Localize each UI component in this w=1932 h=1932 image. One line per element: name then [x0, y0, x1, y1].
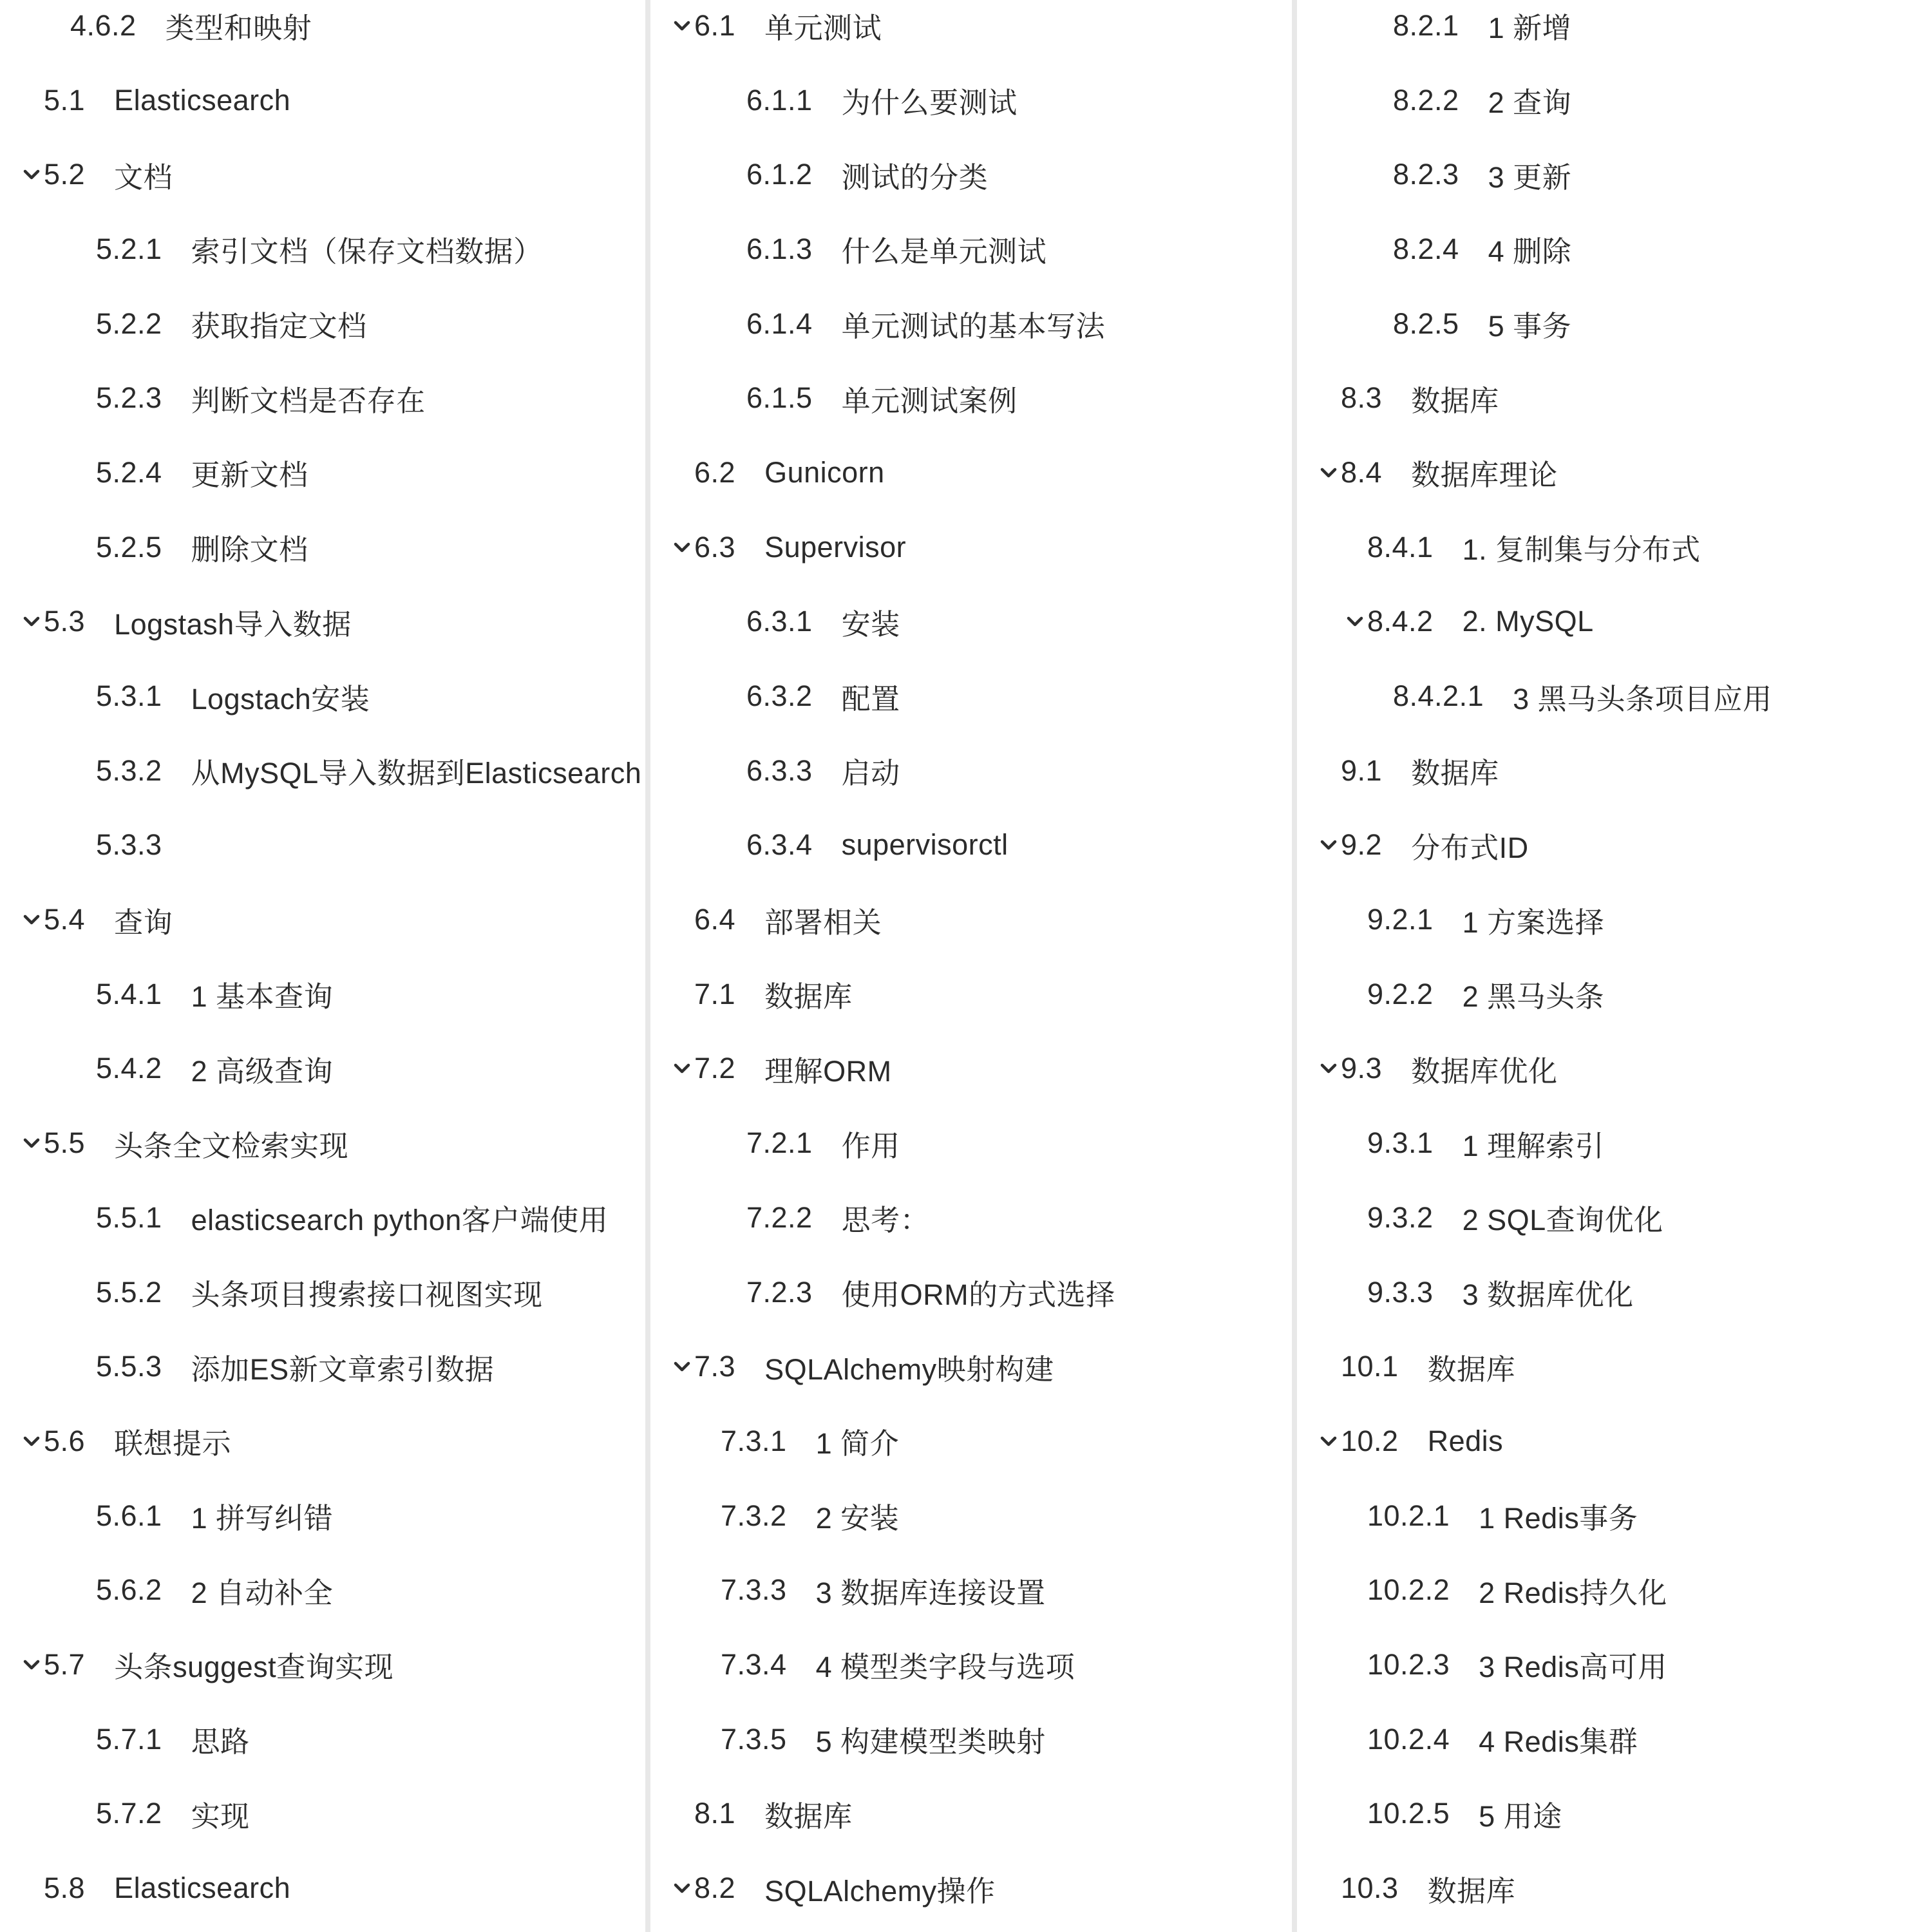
- toc-item-6.2[interactable]: [650, 435, 1292, 510]
- toc-item-label: 头条全文检索实现: [114, 1129, 349, 1162]
- toc-item-number: 6.2: [694, 455, 736, 489]
- toc-item-label: 索引文档（保存文档数据）: [191, 235, 543, 269]
- toc-item-number: 5.2.1: [96, 232, 162, 265]
- chevron-down-icon[interactable]: [674, 1361, 690, 1372]
- toc-item-label: 单元测试: [764, 12, 882, 45]
- toc-item-label: 删除文档: [191, 533, 308, 567]
- column-divider-1: [645, 0, 650, 1932]
- toc-item-number: 9.3.2: [1367, 1200, 1434, 1234]
- toc-item-8.4.1[interactable]: [1297, 510, 1932, 585]
- toc-item-10.1[interactable]: [1297, 1329, 1932, 1404]
- chevron-down-icon[interactable]: [1320, 839, 1337, 851]
- toc-item-number: 4.6.2: [70, 8, 137, 42]
- toc-item-label: 5 构建模型类映射: [815, 1725, 1046, 1759]
- toc-item-number: 5.6: [44, 1424, 86, 1457]
- toc-item-7.3.5[interactable]: [650, 1702, 1292, 1777]
- toc-item-7.3.2[interactable]: [650, 1479, 1292, 1553]
- toc-column-2: [650, 0, 1292, 1932]
- toc-item-label: 部署相关: [764, 905, 882, 939]
- chevron-down-icon[interactable]: [23, 1659, 40, 1671]
- toc-item-label: Logstash导入数据: [114, 607, 352, 641]
- toc-item-8.2.3[interactable]: [1297, 137, 1932, 212]
- toc-item-number: 5.2.4: [96, 455, 162, 489]
- toc-item-number: 8.2.2: [1393, 83, 1459, 117]
- toc-item-10.2.4[interactable]: [1297, 1702, 1932, 1777]
- toc-item-label: 2. MySQL: [1462, 605, 1594, 638]
- toc-item-label: SQLAlchemy映射构建: [764, 1352, 1054, 1386]
- toc-item-number: 5.6.1: [96, 1499, 162, 1532]
- chevron-down-icon[interactable]: [674, 1063, 690, 1074]
- toc-item-label: 2 查询: [1488, 86, 1572, 120]
- toc-item-label: 2 高级查询: [191, 1054, 334, 1088]
- toc-item-10.2.1[interactable]: [1297, 1479, 1932, 1553]
- toc-item-6.3[interactable]: [650, 510, 1292, 585]
- toc-item-8.2.1[interactable]: [1297, 0, 1932, 63]
- toc-item-number: 8.4.1: [1367, 530, 1434, 564]
- toc-item-7.2.1[interactable]: [650, 1106, 1292, 1180]
- toc-item-7.2.2[interactable]: [650, 1180, 1292, 1255]
- toc-item-number: 7.2.2: [746, 1200, 813, 1234]
- toc-item-label: 文档: [114, 160, 173, 194]
- toc-item-number: 9.2.1: [1367, 903, 1434, 936]
- toc-item-number: 9.2.2: [1367, 977, 1434, 1010]
- toc-column-3: [1297, 0, 1932, 1932]
- toc-item-label: Gunicorn: [764, 455, 885, 489]
- toc-item-label: 安装: [841, 607, 900, 641]
- toc-item-number: 5.2.2: [96, 307, 162, 340]
- toc-item-5.3.1[interactable]: [0, 659, 645, 734]
- toc-item-label: 头条项目搜索接口视图实现: [191, 1278, 543, 1312]
- toc-item-number: 8.2.4: [1393, 232, 1459, 265]
- toc-item-label: 查询: [114, 905, 173, 939]
- toc-item-6.1.5[interactable]: [650, 361, 1292, 435]
- toc-item-label: 配置: [841, 682, 900, 715]
- toc-item-6.3.1[interactable]: [650, 585, 1292, 659]
- toc-item-number: 6.3.4: [746, 828, 813, 862]
- toc-item-5.2.4[interactable]: [0, 435, 645, 510]
- toc-item-label: 4 Redis集群: [1479, 1725, 1638, 1759]
- toc-item-label: 数据库: [1427, 1352, 1516, 1386]
- toc-item-number: 5.2.5: [96, 530, 162, 564]
- toc-item-label: 为什么要测试: [841, 86, 1018, 120]
- toc-item-number: 8.2.5: [1393, 307, 1459, 340]
- toc-item-number: 10.2: [1341, 1424, 1399, 1457]
- toc-item-label: 实现: [191, 1799, 250, 1833]
- toc-item-label: 单元测试的基本写法: [841, 310, 1106, 343]
- toc-item-label: 2 黑马头条: [1462, 980, 1605, 1014]
- toc-item-number: 5.7.2: [96, 1797, 162, 1830]
- toc-item-10.2[interactable]: [1297, 1404, 1932, 1479]
- toc-item-number: 10.2.2: [1367, 1573, 1450, 1607]
- toc-item-6.1[interactable]: [650, 0, 1292, 63]
- toc-item-number: 8.1: [694, 1797, 736, 1830]
- toc-item-10.3[interactable]: [1297, 1851, 1932, 1926]
- toc-item-label: 2 自动补全: [191, 1576, 334, 1609]
- toc-item-number: 7.3.4: [721, 1647, 787, 1681]
- toc-item-number: 6.1.4: [746, 307, 813, 340]
- toc-item-number: 7.3.1: [721, 1424, 787, 1457]
- toc-item-number: 9.3.3: [1367, 1275, 1434, 1309]
- toc-item-label: 分布式ID: [1411, 831, 1529, 864]
- toc-item-4.6.2[interactable]: [0, 0, 645, 63]
- toc-item-number: 10.1: [1341, 1350, 1399, 1383]
- toc-item-label: 数据库理论: [1411, 459, 1558, 492]
- toc-item-label: 单元测试案例: [841, 384, 1018, 417]
- toc-item-number: 5.5: [44, 1126, 86, 1160]
- toc-item-5.2.3[interactable]: [0, 361, 645, 435]
- toc-item-7.3.4[interactable]: [650, 1627, 1292, 1702]
- toc-item-7.3.1[interactable]: [650, 1404, 1292, 1479]
- toc-item-label: 3 更新: [1488, 160, 1572, 194]
- chevron-down-icon[interactable]: [1320, 1063, 1337, 1074]
- toc-item-9.3.2[interactable]: [1297, 1180, 1932, 1255]
- toc-item-number: 7.3.2: [721, 1499, 787, 1532]
- chevron-down-icon[interactable]: [23, 1137, 40, 1149]
- toc-item-9.1[interactable]: [1297, 734, 1932, 808]
- toc-item-label: 获取指定文档: [191, 310, 367, 343]
- toc-item-number: 7.3: [694, 1350, 736, 1383]
- toc-item-number: 7.3.5: [721, 1722, 787, 1756]
- toc-item-7.2.3[interactable]: [650, 1255, 1292, 1330]
- toc-item-number: 9.2: [1341, 828, 1383, 862]
- toc-item-label: 判断文档是否存在: [191, 384, 426, 417]
- toc-item-number: 6.3.1: [746, 605, 813, 638]
- toc-item-label: 从MySQL导入数据到Elasticsearch: [191, 757, 642, 790]
- toc-item-number: 8.4.2: [1367, 605, 1434, 638]
- toc-item-number: 6.3.3: [746, 753, 813, 787]
- toc-item-number: 8.2.1: [1393, 8, 1459, 42]
- toc-item-label: 头条suggest查询实现: [114, 1651, 394, 1684]
- toc-item-label: supervisorctl: [841, 828, 1009, 862]
- toc-item-9.2[interactable]: [1297, 808, 1932, 883]
- toc-item-label: 数据库: [1411, 384, 1499, 417]
- toc-item-8.2.2[interactable]: [1297, 63, 1932, 138]
- toc-item-number: 5.3: [44, 605, 86, 638]
- toc-item-label: 2 安装: [815, 1502, 900, 1535]
- toc-item-number: 5.1: [44, 83, 86, 117]
- toc-item-number: 8.4.2.1: [1393, 679, 1484, 713]
- toc-item-label: 理解ORM: [764, 1054, 892, 1088]
- toc-item-label: Elasticsearch: [114, 1871, 291, 1905]
- toc-item-6.1.4[interactable]: [650, 287, 1292, 361]
- toc-item-number: 5.2.3: [96, 381, 162, 415]
- toc-item-number: 6.1.1: [746, 83, 813, 117]
- toc-item-8.4.2.1[interactable]: [1297, 659, 1932, 734]
- toc-item-5.5.1[interactable]: [0, 1180, 645, 1255]
- toc-item-5.2.1[interactable]: [0, 212, 645, 287]
- toc-item-label: Redis: [1427, 1424, 1504, 1457]
- chevron-down-icon[interactable]: [23, 914, 40, 925]
- toc-item-5.5.3[interactable]: [0, 1329, 645, 1404]
- toc-item-label: 5 事务: [1488, 310, 1572, 343]
- toc-item-number: 9.1: [1341, 753, 1383, 787]
- toc-item-5.5[interactable]: [0, 1106, 645, 1180]
- toc-item-label: 联想提示: [114, 1427, 232, 1461]
- toc-item-number: 9.3: [1341, 1052, 1383, 1085]
- toc-item-label: SQLAlchemy操作: [764, 1874, 996, 1908]
- toc-item-number: 6.1.3: [746, 232, 813, 265]
- toc-item-number: 10.3: [1341, 1871, 1399, 1905]
- toc-item-number: 6.3: [694, 530, 736, 564]
- toc-item-label: 2 SQL查询优化: [1462, 1204, 1663, 1237]
- toc-item-6.4[interactable]: [650, 882, 1292, 957]
- toc-item-number: 10.2.5: [1367, 1797, 1450, 1830]
- toc-item-5.3.3[interactable]: [0, 808, 645, 883]
- toc-item-label: 1 新增: [1488, 12, 1572, 45]
- toc-item-label: 1 方案选择: [1462, 905, 1605, 939]
- toc-item-number: 5.5.3: [96, 1350, 162, 1383]
- toc-item-label: 类型和映射: [165, 12, 312, 45]
- toc-item-number: 5.7.1: [96, 1722, 162, 1756]
- toc-item-label: Logstach安装: [191, 682, 370, 715]
- toc-item-5.4[interactable]: [0, 882, 645, 957]
- toc-item-8.4[interactable]: [1297, 435, 1932, 510]
- toc-item-number: 5.4: [44, 903, 86, 936]
- toc-item-number: 5.3.1: [96, 679, 162, 713]
- toc-item-5.2[interactable]: [0, 137, 645, 212]
- toc-item-9.3[interactable]: [1297, 1032, 1932, 1106]
- toc-item-8.2.4[interactable]: [1297, 212, 1932, 287]
- toc-item-label: 4 模型类字段与选项: [815, 1651, 1075, 1684]
- chevron-down-icon[interactable]: [23, 1435, 40, 1447]
- toc-item-8.2[interactable]: [650, 1851, 1292, 1926]
- toc-item-8.3[interactable]: [1297, 361, 1932, 435]
- toc-item-number: 5.5.1: [96, 1200, 162, 1234]
- toc-item-number: 7.3.3: [721, 1573, 787, 1607]
- toc-item-number: 5.3.2: [96, 753, 162, 787]
- toc-item-number: 7.1: [694, 977, 736, 1010]
- toc-item-10.2.2[interactable]: [1297, 1553, 1932, 1627]
- toc-item-number: 5.6.2: [96, 1573, 162, 1607]
- toc-column-1: [0, 0, 645, 1932]
- toc-item-label: 思考：: [841, 1204, 930, 1237]
- toc-item-label: 添加ES新文章索引数据: [191, 1352, 495, 1386]
- chevron-down-icon[interactable]: [23, 616, 40, 627]
- toc-item-6.1.1[interactable]: [650, 63, 1292, 138]
- toc-item-label: 1 拼写纠错: [191, 1502, 334, 1535]
- toc-item-number: 6.1.5: [746, 381, 813, 415]
- toc-item-label: 作用: [841, 1129, 900, 1162]
- toc-item-8.1[interactable]: [650, 1777, 1292, 1852]
- chevron-down-icon[interactable]: [674, 1882, 690, 1894]
- toc-item-number: 7.2: [694, 1052, 736, 1085]
- toc-item-5.7[interactable]: [0, 1627, 645, 1702]
- toc-item-number: 5.2: [44, 158, 86, 191]
- toc-item-5.6[interactable]: [0, 1404, 645, 1479]
- toc-item-label: 1. 复制集与分布式: [1462, 533, 1701, 567]
- toc-item-5.1[interactable]: [0, 63, 645, 138]
- toc-item-label: 启动: [841, 757, 900, 790]
- toc-item-10.2.5[interactable]: [1297, 1777, 1932, 1852]
- toc-item-5.4.2[interactable]: [0, 1032, 645, 1106]
- toc-item-6.1.2[interactable]: [650, 137, 1292, 212]
- toc-item-label: 测试的分类: [841, 160, 989, 194]
- toc-item-label: 3 黑马头条项目应用: [1513, 682, 1772, 715]
- toc-item-number: 6.3.2: [746, 679, 813, 713]
- toc-item-5.6.1[interactable]: [0, 1479, 645, 1553]
- toc-item-number: 8.4: [1341, 455, 1383, 489]
- toc-item-8.4.2[interactable]: [1297, 585, 1932, 659]
- toc-item-number: 8.2: [694, 1871, 736, 1905]
- toc-item-label: 2 Redis持久化: [1479, 1576, 1667, 1609]
- toc-item-label: elasticsearch python客户端使用: [191, 1204, 609, 1237]
- toc-item-7.2[interactable]: [650, 1032, 1292, 1106]
- toc-item-label: 3 数据库优化: [1462, 1278, 1634, 1312]
- toc-item-5.2.5[interactable]: [0, 510, 645, 585]
- toc-item-number: 6.1: [694, 8, 736, 42]
- toc-item-7.3[interactable]: [650, 1329, 1292, 1404]
- toc-item-9.2.2[interactable]: [1297, 957, 1932, 1032]
- chevron-down-icon[interactable]: [674, 542, 690, 553]
- toc-item-label: 1 基本查询: [191, 980, 334, 1014]
- toc-item-number: 10.2.4: [1367, 1722, 1450, 1756]
- toc-item-label: Elasticsearch: [114, 83, 291, 117]
- toc-item-label: 数据库: [1427, 1874, 1516, 1908]
- toc-item-label: 3 数据库连接设置: [815, 1576, 1046, 1609]
- toc-item-number: 5.7: [44, 1647, 86, 1681]
- toc-item-6.3.4[interactable]: [650, 808, 1292, 883]
- toc-item-5.7.1[interactable]: [0, 1702, 645, 1777]
- toc-item-number: 7.2.3: [746, 1275, 813, 1309]
- toc-item-number: 8.3: [1341, 381, 1383, 415]
- toc-item-number: 6.4: [694, 903, 736, 936]
- toc-item-9.2.1[interactable]: [1297, 882, 1932, 957]
- chevron-down-icon[interactable]: [1320, 467, 1337, 478]
- toc-item-number: 9.3.1: [1367, 1126, 1434, 1160]
- toc-item-label: 思路: [191, 1725, 250, 1759]
- toc-item-number: 7.2.1: [746, 1126, 813, 1160]
- chevron-down-icon[interactable]: [1320, 1435, 1337, 1447]
- toc-item-label: 更新文档: [191, 459, 308, 492]
- toc-item-label: 1 理解索引: [1462, 1129, 1605, 1162]
- toc-item-number: 10.2.1: [1367, 1499, 1450, 1532]
- toc-item-9.3.3[interactable]: [1297, 1255, 1932, 1330]
- column-divider-2: [1292, 0, 1297, 1932]
- toc-item-label: 3 Redis高可用: [1479, 1651, 1667, 1684]
- toc-item-8.2.5[interactable]: [1297, 287, 1932, 361]
- toc-item-5.2.2[interactable]: [0, 287, 645, 361]
- toc-item-6.3.2[interactable]: [650, 659, 1292, 734]
- toc-item-10.2.3[interactable]: [1297, 1627, 1932, 1702]
- toc-item-label: 1 简介: [815, 1427, 900, 1461]
- toc-item-label: Supervisor: [764, 530, 907, 564]
- toc-item-number: 5.4.2: [96, 1052, 162, 1085]
- toc-item-number: 5.3.3: [96, 828, 162, 862]
- toc-item-6.3.3[interactable]: [650, 734, 1292, 808]
- toc-item-label: 4 删除: [1488, 235, 1572, 269]
- toc-item-number: 5.8: [44, 1871, 86, 1905]
- toc-item-5.3.2[interactable]: [0, 734, 645, 808]
- toc-item-number: 10.2.3: [1367, 1647, 1450, 1681]
- toc-item-5.6.2[interactable]: [0, 1553, 645, 1627]
- chevron-down-icon[interactable]: [674, 20, 690, 32]
- toc-item-5.4.1[interactable]: [0, 957, 645, 1032]
- toc-item-label: 数据库: [1411, 757, 1499, 790]
- toc-item-number: 8.2.3: [1393, 158, 1459, 191]
- toc-item-7.3.3[interactable]: [650, 1553, 1292, 1627]
- toc-item-5.7.2[interactable]: [0, 1777, 645, 1852]
- toc-item-number: 5.5.2: [96, 1275, 162, 1309]
- toc-item-label: 数据库: [764, 1799, 853, 1833]
- toc-item-label: 5 用途: [1479, 1799, 1562, 1833]
- toc-item-label: 什么是单元测试: [841, 235, 1047, 269]
- toc-item-6.1.3[interactable]: [650, 212, 1292, 287]
- toc-item-5.3[interactable]: [0, 585, 645, 659]
- toc-item-5.8[interactable]: [0, 1851, 645, 1926]
- toc-item-5.5.2[interactable]: [0, 1255, 645, 1330]
- toc-item-label: 数据库优化: [1411, 1054, 1558, 1088]
- toc-item-label: 数据库: [764, 980, 853, 1014]
- toc-item-7.1[interactable]: [650, 957, 1292, 1032]
- toc-item-number: 5.4.1: [96, 977, 162, 1010]
- chevron-down-icon[interactable]: [1347, 616, 1363, 627]
- toc-item-label: 使用ORM的方式选择: [841, 1278, 1115, 1312]
- toc-item-9.3.1[interactable]: [1297, 1106, 1932, 1180]
- toc-item-number: 6.1.2: [746, 158, 813, 191]
- toc-item-label: 1 Redis事务: [1479, 1502, 1638, 1535]
- chevron-down-icon[interactable]: [23, 169, 40, 180]
